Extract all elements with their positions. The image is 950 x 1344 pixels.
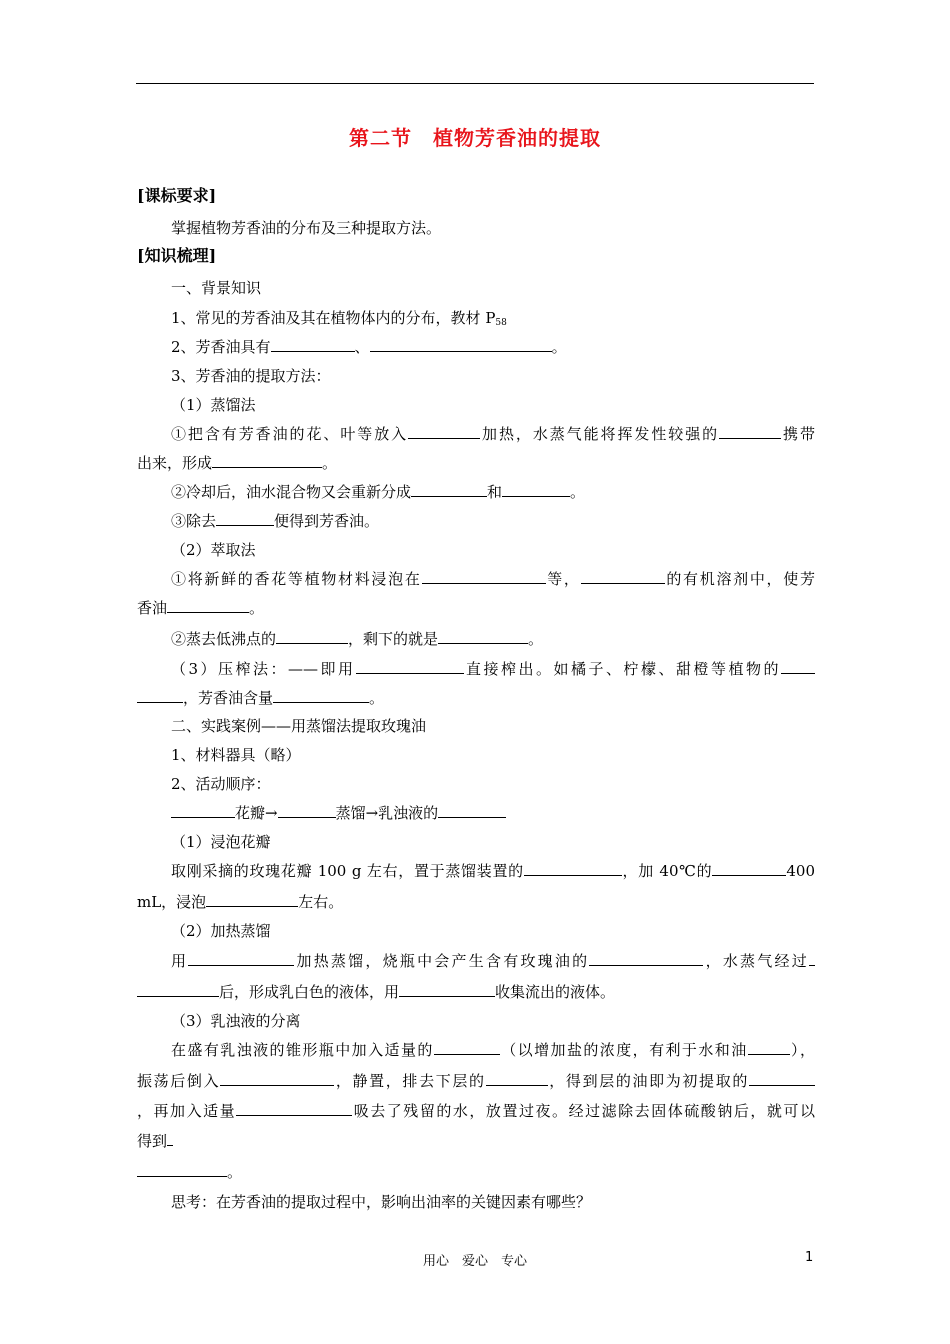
text: 香油 [137, 599, 168, 617]
paragraph [137, 688, 815, 708]
sub-heading: （1）蒸馏法 [171, 396, 256, 414]
page-footer: 用心 爱心 专心 [422, 1254, 527, 1269]
text: 便得到芳香油。 [274, 512, 380, 530]
text: ①把含有芳香油的花、叶等放入 [171, 425, 409, 443]
section-heading: 二、实践案例——用蒸馏法提取玫瑰油 [171, 717, 427, 735]
text: 。 [227, 1163, 243, 1181]
paragraph [137, 1131, 815, 1151]
blank [137, 1162, 227, 1177]
paragraph: 2、活动顺序： [171, 775, 271, 793]
paragraph [137, 1071, 815, 1091]
text: 的有机溶剂中，使芳 [664, 570, 815, 588]
blank [370, 337, 552, 352]
paragraph: 掌握植物芳香油的分布及三种提取方法。 [171, 219, 442, 237]
text: ②冷却后，油水混合物又会重新分成 [171, 483, 412, 501]
blank [220, 1071, 334, 1086]
blank [271, 337, 355, 352]
blank [502, 482, 570, 497]
paragraph [137, 1101, 815, 1121]
text: ，芳香油含量 [183, 689, 274, 707]
paragraph [137, 1162, 815, 1182]
text: 得到 [137, 1132, 168, 1150]
text: ，静置，排去下层的 [334, 1072, 486, 1090]
paragraph: 1、材料器具（略） [171, 746, 301, 764]
blank [167, 598, 249, 613]
paragraph [137, 598, 815, 618]
text: 取刚采摘的玫瑰花瓣 100 g 左右，置于蒸馏装置的 [171, 862, 524, 880]
blank [434, 1040, 500, 1055]
paragraph [171, 569, 815, 589]
sub-heading: （1）浸泡花瓣 [171, 833, 271, 851]
blank [278, 803, 336, 818]
blank [589, 951, 703, 966]
blank [276, 629, 348, 644]
blank [236, 1101, 352, 1116]
section-heading: 一、背景知识 [171, 279, 262, 297]
blank [171, 803, 235, 818]
paragraph: 思考：在芳香油的提取过程中，影响出油率的关键因素有哪些？ [171, 1193, 592, 1211]
text: 用 [171, 952, 189, 970]
paragraph [171, 511, 815, 531]
text: 1、常见的芳香油及其在植物体内的分布，教材 P [171, 309, 496, 327]
sub-heading: （2）萃取法 [171, 541, 256, 559]
page-title: 第二节 植物芳香油的提取 [349, 126, 601, 150]
text: 400 [786, 862, 815, 880]
header-rule [136, 83, 814, 84]
sub-heading: （3）乳浊液的分离 [171, 1012, 301, 1030]
text: ①将新鲜的香花等植物材料浸泡在 [171, 570, 422, 588]
paragraph [171, 1040, 815, 1060]
text: 加热，水蒸气能将挥发性较强的 [480, 425, 720, 443]
blank [749, 1071, 815, 1086]
blank [137, 688, 183, 703]
paragraph [171, 861, 815, 881]
text: ，再加入适量 [137, 1102, 237, 1120]
blank [438, 803, 506, 818]
blank [408, 424, 480, 439]
text: 出来，形成 [137, 454, 213, 472]
text: ，加 40℃的 [621, 862, 713, 880]
blank [216, 511, 274, 526]
text: 在盛有乳浊液的锥形瓶中加入适量的 [171, 1041, 434, 1059]
text: （以增加盐的浓度，有利于水和油 [499, 1041, 748, 1059]
text: 加热蒸馏，烧瓶中会产生含有玫瑰油的 [294, 952, 590, 970]
text: 等， [545, 570, 581, 588]
blank [719, 424, 781, 439]
text: 。 [249, 599, 265, 617]
blank [748, 1040, 790, 1055]
blank [137, 982, 219, 997]
heading-knowledge: [知识梳理] [137, 246, 217, 265]
text: 左右。 [298, 893, 344, 911]
blank [422, 569, 546, 584]
text: （3）压榨法：——即用 [171, 660, 356, 678]
paragraph: 3、芳香油的提取方法： [171, 367, 331, 385]
text: 。 [369, 689, 385, 707]
text: 吸去了残留的水，放置过夜。经过滤除去固体硫酸钠后，就可以 [352, 1102, 815, 1120]
page-number: 1 [805, 1250, 814, 1265]
blank [524, 861, 622, 876]
paragraph [171, 951, 815, 971]
paragraph [171, 659, 815, 679]
paragraph [137, 453, 815, 473]
paragraph [171, 424, 815, 444]
text: 。 [322, 454, 338, 472]
blank [809, 951, 815, 966]
text: ③除去 [171, 512, 217, 530]
text: ②蒸去低沸点的 [171, 630, 277, 648]
blank [212, 453, 322, 468]
text: 2、芳香油具有 [171, 338, 271, 356]
text: 。 [528, 630, 544, 648]
blank [273, 688, 369, 703]
paragraph [171, 482, 815, 502]
text: 携带 [781, 425, 815, 443]
paragraph [137, 982, 815, 1002]
text: 花瓣→ [235, 804, 278, 822]
text: 振荡后倒入 [137, 1072, 221, 1090]
blank [581, 569, 665, 584]
subscript: 58 [495, 318, 507, 328]
blank [781, 659, 815, 674]
text: mL，浸泡 [137, 893, 207, 911]
blank [167, 1131, 173, 1146]
blank [486, 1071, 548, 1086]
sub-heading: （2）加热蒸馏 [171, 922, 271, 940]
blank [188, 951, 294, 966]
blank [206, 892, 298, 907]
text: ，剩下的就是 [348, 630, 439, 648]
blank [356, 659, 464, 674]
text: 后，形成乳白色的液体，用 [219, 983, 400, 1001]
text: 。 [551, 338, 567, 356]
text: 直接榨出。如橘子、柠檬、甜橙等植物的 [463, 660, 781, 678]
paragraph [171, 803, 815, 823]
text: ，得到层的油即为初提取的 [547, 1072, 749, 1090]
text: 。 [570, 483, 586, 501]
text: 收集流出的液体。 [495, 983, 616, 1001]
blank [411, 482, 487, 497]
paragraph [137, 892, 815, 912]
paragraph [171, 308, 815, 333]
heading-requirements: [课标要求] [137, 186, 217, 205]
paragraph [171, 629, 815, 649]
text: 、 [354, 338, 370, 356]
blank [399, 982, 495, 997]
blank [712, 861, 786, 876]
blank [438, 629, 528, 644]
text: 蒸馏→乳浊液的 [335, 804, 439, 822]
text: 和 [487, 483, 503, 501]
paragraph [171, 337, 815, 357]
text: ，水蒸气经过 [703, 952, 809, 970]
text: ）， [789, 1041, 815, 1059]
